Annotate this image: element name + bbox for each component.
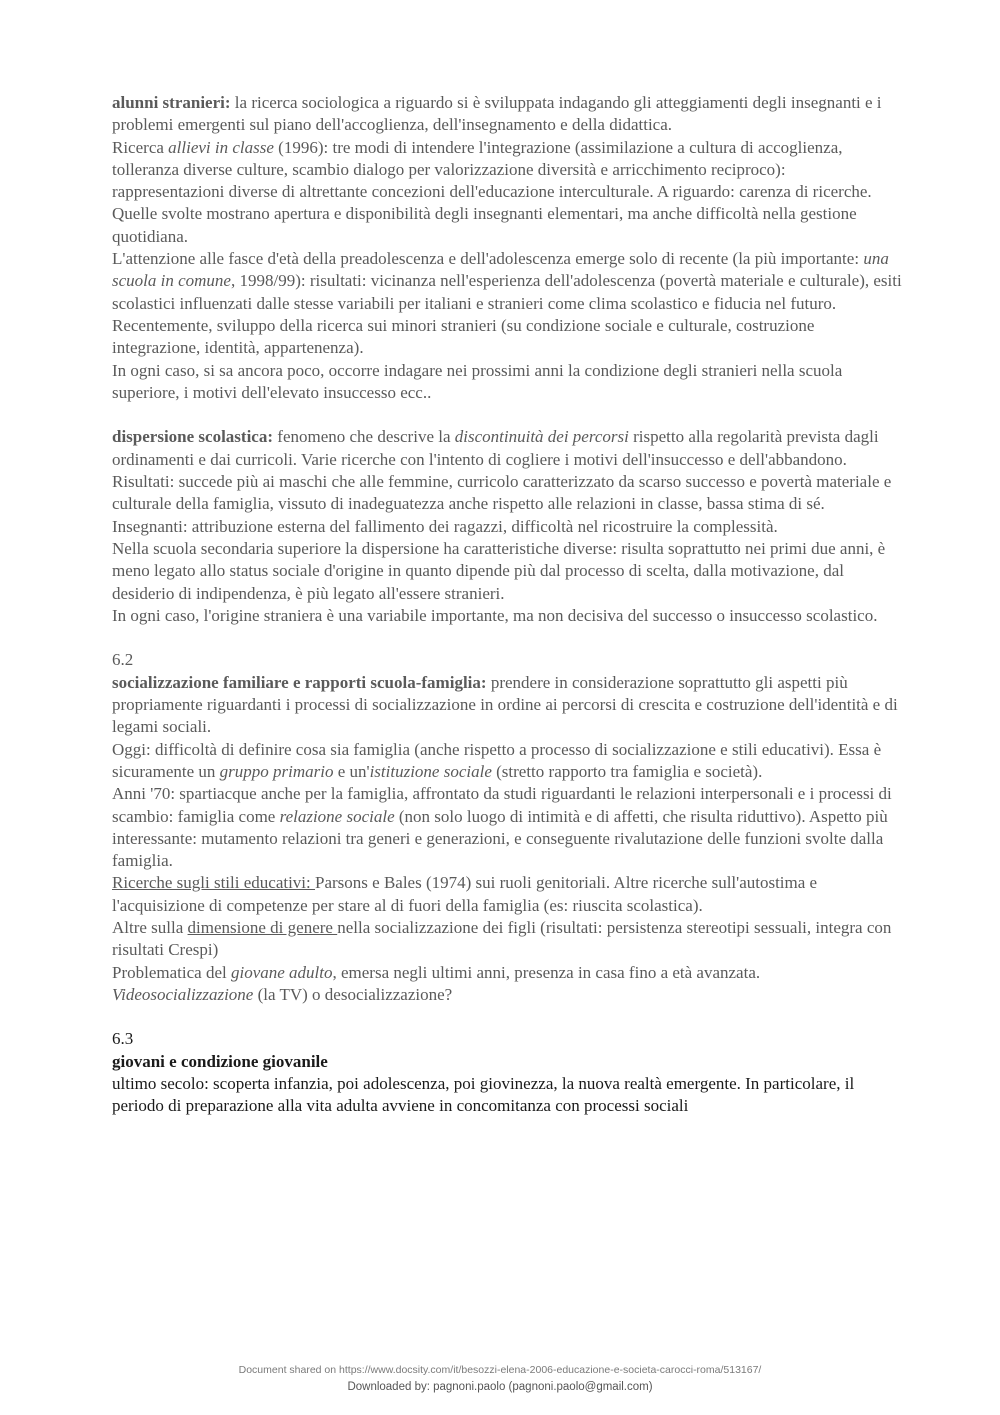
spacer	[112, 404, 902, 426]
term-socializzazione-familiare: socializzazione familiare e rapporti scuola-famiglia:	[112, 672, 487, 692]
paragraph-text: (1996): tre modi di intendere l'integrazione (assimilazione a cultura di accoglienza, tolleranza diverse culture, scambio dialogo per valorizzazione diversità e arricchimento reciproco): rappresentazioni diverse di altrettante concezioni dell'educazione interculturale. A riguardo: carenza di ricerche. Quelle svolte mostrano apertura e disponibilità degli insegnanti elementari, ma anche difficoltà nella gestione quotidiana.	[112, 137, 872, 246]
footer-downloaded-by: Downloaded by: pagnoni.paolo (pagnoni.paolo@gmail.com)	[347, 1381, 653, 1393]
paragraph	[112, 739, 902, 784]
paragraph	[112, 962, 902, 984]
paragraph-text: rispetto alla regolarità prevista dagli ordinamenti e dai curricoli. Varie ricerche con l'intento di cogliere i motivi dell'insuccesso e dell'abbandono.	[112, 427, 879, 469]
paragraph-text: (stretto rapporto tra famiglia e società).	[491, 761, 763, 781]
paragraph-text: Parsons e Bales (1974) sui ruoli genitoriali. Altre ricerche sull'autostima e l'acquisizione di competenze per stare al di fuori della famiglia (es: riuscita scolastica).	[112, 873, 818, 915]
paragraph	[112, 917, 902, 962]
paragraph-text: la ricerca sociologica a riguardo si è sviluppata indagando gli atteggiamenti degli insegnanti e i problemi emergenti sul piano dell'accoglienza, dell'insegnamento e della didattica.	[112, 93, 882, 135]
section-number: 6.3	[112, 1029, 134, 1049]
paragraph-text: e un'	[333, 761, 370, 781]
underlined-term: dimensione di genere	[187, 917, 338, 937]
paragraph: In ogni caso, si sa ancora poco, occorre indagare nei prossimi anni la condizione degli stranieri nella scuola superiore, i motivi dell'elevato insuccesso ecc..	[112, 360, 843, 402]
paragraph-text: , emersa negli ultimi anni, presenza in casa fino a età avanzata.	[332, 962, 761, 982]
paragraph-text: Ricerca	[112, 137, 169, 157]
emphasis: allievi in classe	[168, 137, 274, 157]
paragraph	[112, 984, 902, 1006]
paragraph-text: Oggi: difficoltà di definire cosa sia famiglia (anche rispetto a processo di socializzazione e stili educativi). Essa è sicuramente un	[112, 739, 882, 781]
paragraph-text: (non solo luogo di intimità e di affetti, che risulta riduttivo). Aspetto più interessante: mutamento relazioni tra generi e generazioni, e conseguente rivalutazione delle funzioni svolte dalla famiglia.	[112, 806, 888, 871]
paragraph-text: prendere in considerazione soprattutto gli aspetti più propriamente riguardanti i processi di socializzazione in ordine ai percorsi di crescita e costruzione dell'identità e di legami sociali.	[112, 672, 898, 737]
term-alunni-stranieri: alunni stranieri:	[112, 93, 231, 112]
paragraph	[112, 872, 902, 917]
paragraph-text: Anni '70: spartiacque anche per la famiglia, affrontato da studi riguardanti le relazioni interpersonali e i processi di scambio: famiglia come	[112, 784, 892, 826]
paragraph-text: , 1998/99): risultati: vicinanza nell'esperienza dell'adolescenza (povertà materiale e culturale), esiti scolastici influenzati dalle stesse variabili per italiani e stranieri come clima scolastico e fiducia nel futuro.	[112, 271, 902, 313]
underlined-term: Ricerche sugli stili educativi:	[112, 873, 316, 893]
paragraph	[112, 248, 902, 315]
paragraph: In ogni caso, l'origine straniera è una variabile importante, ma non decisiva del successo o insuccesso scolastico.	[112, 605, 878, 625]
paragraph: Nella scuola secondaria superiore la dispersione ha caratteristiche diverse: risulta soprattutto nei primi due anni, è meno legato allo status sociale d'origine in quanto dipende più dal processo di scelta, dalla motivazione, dal desiderio di indipendenza, è più legato all'essere stranieri.	[112, 538, 886, 603]
section-heading	[112, 1051, 902, 1073]
emphasis: discontinuità dei percorsi	[454, 427, 629, 447]
paragraph: ultimo secolo: scoperta infanzia, poi adolescenza, poi giovinezza, la nuova realtà emergente. In particolare, il periodo di preparazione alla vita adulta avviene in concomitanza con processi sociali	[112, 1074, 855, 1116]
paragraph-text: Altre sulla	[112, 917, 188, 937]
paragraph-text: Problematica del	[112, 962, 231, 982]
paragraph	[112, 92, 902, 137]
paragraph	[112, 137, 902, 248]
footer-shared-link[interactable]: Document shared on https://www.docsity.com/it/besozzi-elena-2006-educazione-e-societa-carocci-roma/513167/	[238, 1364, 762, 1376]
term-dispersione-scolastica: dispersione scolastica:	[112, 427, 274, 447]
paragraph-text: L'attenzione alle fasce d'età della preadolescenza e dell'adolescenza emerge solo di recente (la più importante:	[112, 249, 864, 269]
emphasis: giovane adulto	[230, 962, 333, 982]
section-number: 6.2	[112, 650, 134, 670]
emphasis: una scuola in comune	[112, 249, 889, 291]
document-page	[112, 92, 902, 1118]
paragraph-text: (la TV) o desocializzazione?	[253, 984, 453, 1004]
spacer	[112, 627, 902, 649]
emphasis: Videosocializzazione	[112, 984, 254, 1004]
paragraph: Risultati: succede più ai maschi che alle femmine, curricolo caratterizzato da scarso successo e povertà materiale e culturale della famiglia, vissuto di inadeguatezza anche rispetto alle relazioni in classe, bassa stima di sé. Insegnanti: attribuzione esterna del fallimento dei ragazzi, difficoltà nel ricostruire la complessità.	[112, 472, 892, 536]
paragraph-text: nella socializzazione dei figli (risultati: persistenza stereotipi sessuali, integra con risultati Crespi)	[112, 917, 892, 960]
emphasis: relazione sociale	[279, 806, 395, 826]
paragraph	[112, 672, 902, 739]
section-heading-text: giovani e condizione giovanile	[112, 1051, 328, 1071]
paragraph	[112, 426, 902, 471]
emphasis: gruppo primario	[219, 761, 334, 781]
paragraph	[112, 783, 902, 872]
paragraph: Recentemente, sviluppo della ricerca sui minori stranieri (su condizione sociale e culturale, costruzione integrazione, identità, appartenenza).	[112, 315, 815, 358]
emphasis: istituzione sociale	[369, 761, 492, 781]
spacer	[112, 1006, 902, 1028]
paragraph-text: fenomeno che descrive la	[273, 427, 455, 447]
